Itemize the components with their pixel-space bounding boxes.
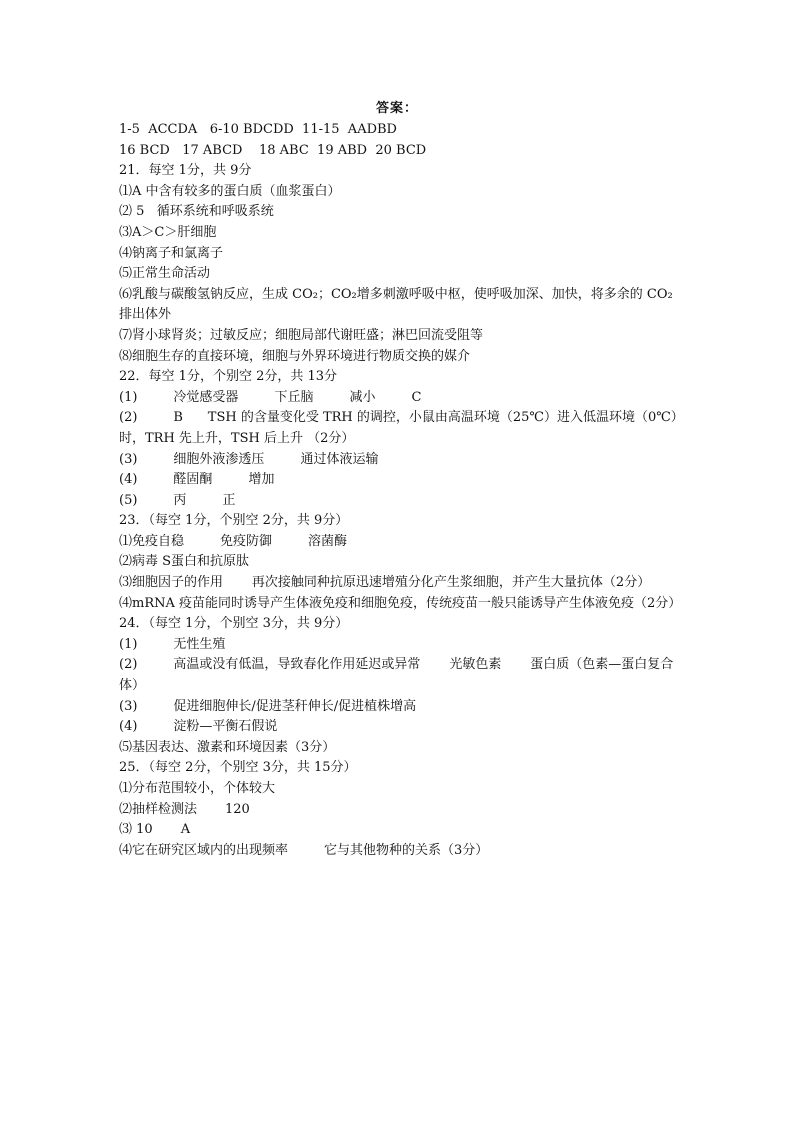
q22-a4-part2: 增加 (248, 472, 275, 488)
q24-a3-text: 促进细胞伸长/促进茎秆伸长/促进植株增高 (173, 698, 417, 714)
q21-answer-4: ⑷钠离子和氯离子 (119, 245, 224, 261)
answer-content (119, 120, 682, 861)
q23-a1-part1: ⑴免疫自稳 (119, 533, 185, 549)
q25-a3-part2: A (180, 822, 191, 838)
q25-a4-part2: 它与其他物种的关系（3分） (324, 842, 489, 858)
q25-header: 25．（每空 2分，个别空 3分，共 15分） (119, 760, 357, 776)
q24-a2-text: 高温或没有低温，导致春化作用延迟或异常 光敏色素 蛋白质（色素—蛋白复合体） (119, 657, 674, 694)
q23-a1-part3: 溶菌酶 (308, 533, 348, 549)
q22-answer-5 (119, 491, 679, 512)
q25-a2-part1: ⑵抽样检测法 (119, 801, 198, 817)
q21-answer-2: ⑵ 5 循环系统和呼吸系统 (119, 204, 274, 220)
q21-answer-8: ⑻细胞生存的直接环境，细胞与外界环境进行物质交换的媒介 (119, 348, 471, 364)
q22-answer-2 (119, 408, 679, 449)
q23-answer-1 (119, 532, 679, 553)
q23-answer-3: ⑶细胞因子的作用 再次接触同种抗原迅速增殖分化产生浆细胞，并产生大量抗体（2分） (119, 575, 651, 591)
q23-answer-2: ⑵病毒 S蛋白和抗原肽 (119, 554, 250, 570)
q25-a2-part2: 120 (225, 801, 250, 817)
q25-answer-2 (119, 800, 679, 821)
q24-a1-text: 无性生殖 (173, 636, 226, 652)
q24-a4-number: (4) (119, 719, 138, 735)
q22-a5-number: (5) (119, 492, 138, 508)
q24-a1-number: (1) (119, 636, 138, 652)
q21-answer-1: ⑴A 中含有较多的蛋白质（血浆蛋白） (119, 183, 341, 199)
q22-a2-number: (2) (119, 410, 138, 426)
answer-title: 答案： (375, 101, 418, 116)
q22-a5-part1: 丙 (173, 492, 187, 508)
q21-answer-7: ⑺肾小球肾炎；过敏反应；细胞局部代谢旺盛；淋巴回流受阻等 (119, 327, 484, 343)
q25-a3-part1: ⑶ 10 (119, 822, 153, 838)
q22-a5-part2: 正 (222, 492, 236, 508)
q24-a3-number: (3) (119, 698, 138, 714)
q22-a1-number: (1) (119, 389, 138, 405)
q25-a4-part1: ⑷它在研究区域内的出现频率 (119, 842, 289, 858)
q24-answer-4 (119, 717, 679, 738)
q22-a1-part2: 下丘脑 (274, 389, 314, 405)
q22-a1-part4: C (411, 389, 422, 405)
q22-answer-3 (119, 450, 679, 471)
q21-answer-5: ⑸正常生命活动 (119, 266, 211, 282)
q24-answer-1 (119, 635, 679, 656)
q25-answer-3 (119, 820, 679, 841)
q22-answer-4 (119, 470, 679, 491)
q22-a3-part1: 细胞外液渗透压 (173, 451, 265, 467)
q24-answer-3 (119, 697, 679, 718)
q22-a2-text: B TSH 的含量变化受 TRH 的调控，小鼠由高温环境（25℃）进入低温环境（0℃）时，TRH 先上升，TSH 后上升 （2分） (119, 410, 678, 446)
choice-answers-line-1: 1-5 ACCDA 6-10 BDCDD 11-15 AADBD (119, 122, 397, 137)
q23-answer-4: ⑷mRNA 疫苗能同时诱导产生体液免疫和细胞免疫，传统疫苗一般只能诱导产生体液免疫（2分） (119, 595, 682, 611)
q22-a3-part2: 通过体液运输 (300, 451, 379, 467)
q22-a4-part1: 醛固酮 (173, 472, 213, 488)
q22-answer-1 (119, 388, 679, 409)
q22-a1-part3: 减小 (349, 389, 376, 405)
q24-answer-2 (119, 655, 679, 696)
q24-answer-5: ⑸基因表达、激素和环境因素（3分） (119, 739, 336, 755)
q21-answer-3: ⑶A＞C＞肝细胞 (119, 224, 217, 240)
q22-a1-part1: 冷觉感受器 (173, 389, 239, 405)
q24-header: 24．（每空 1分，个别空 3分，共 9分） (119, 616, 349, 632)
q24-a2-number: (2) (119, 657, 138, 673)
q25-answer-4 (119, 841, 679, 862)
q22-header: 22．每空 1分，个别空 2分，共 13分 (119, 369, 338, 385)
choice-answers-line-2: 16 BCD 17 ABCD 18 ABC 19 ABD 20 BCD (119, 142, 427, 158)
q23-header: 23．（每空 1分，个别空 2分，共 9分） (119, 513, 349, 529)
q21-answer-6: ⑹乳酸与碳酸氢钠反应，生成 CO₂；CO₂增多刺激呼吸中枢，使呼吸加深、加快，将多余的 CO₂排出体外 (119, 286, 673, 323)
q23-a1-part2: 免疫防御 (220, 533, 273, 549)
q21-header: 21．每空 1分，共 9分 (119, 163, 252, 179)
q22-a3-number: (3) (119, 451, 138, 467)
q25-answer-1: ⑴分布范围较小，个体较大 (119, 781, 276, 796)
q22-a4-number: (4) (119, 472, 138, 488)
q24-a4-text: 淀粉—平衡石假说 (173, 719, 278, 735)
